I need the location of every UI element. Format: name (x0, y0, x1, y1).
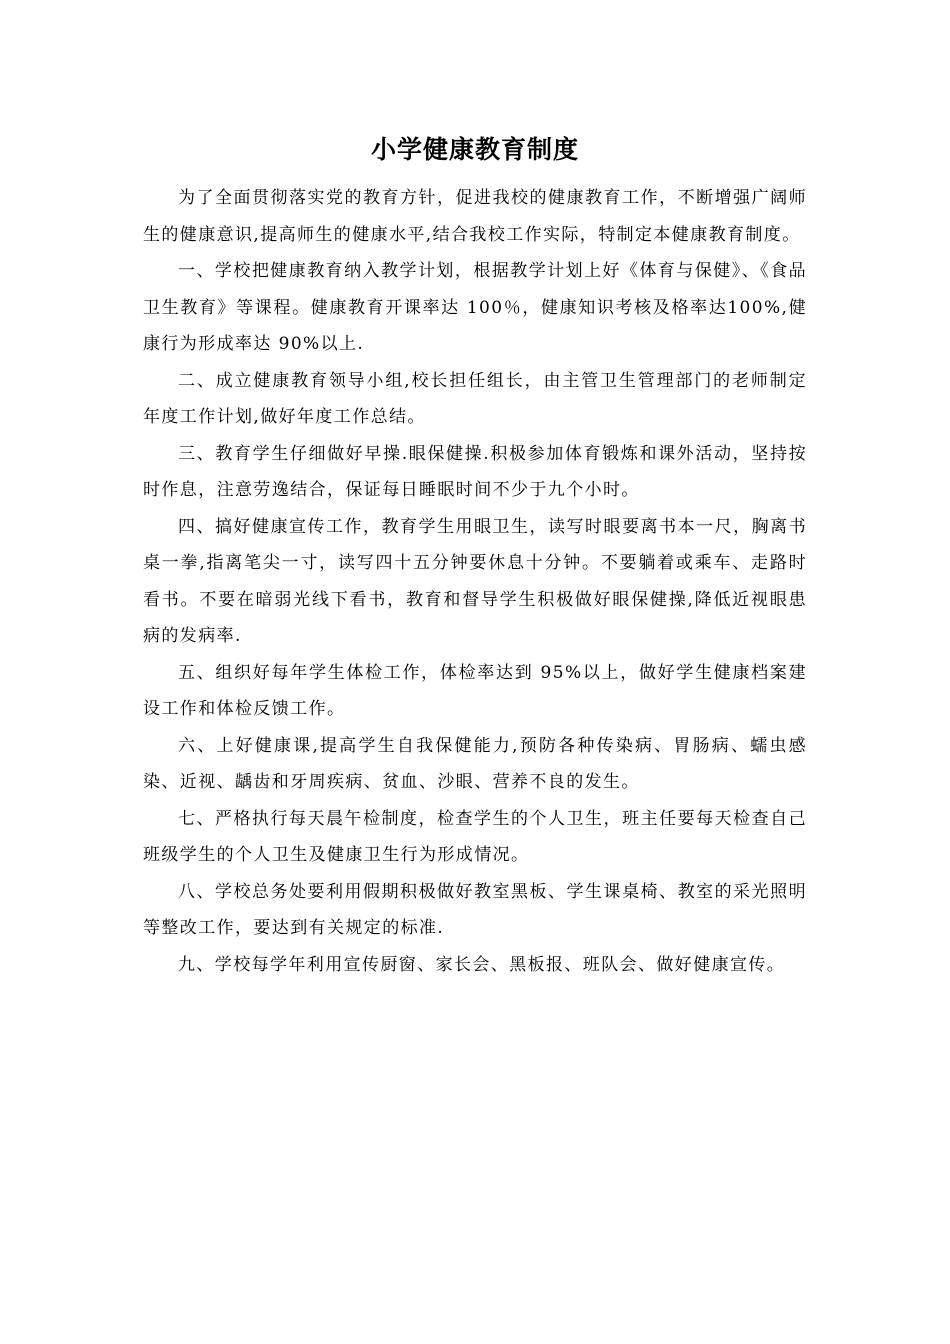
clause-8-paragraph: 八、学校总务处要利用假期积极做好教室黑板、学生课桌椅、教室的采光照明等整改工作，要达到有关规定的标准. (143, 881, 807, 938)
clause-3-paragraph: 三、教育学生仔细做好早操.眼保健操.积极参加体育锻炼和课外活动，坚持按时作息，注意劳逸结合，保证每日睡眠时间不少于九个小时。 (143, 443, 807, 500)
clause-6-paragraph: 六、上好健康课,提高学生自我保健能力,预防各种传染病、胃肠病、蠕虫感染、近视、龋齿和牙周疾病、贫血、沙眼、营养不良的发生。 (143, 735, 807, 792)
clause-9-paragraph: 九、学校每学年利用宣传厨窗、家长会、黑板报、班队会、做好健康宣传。 (178, 954, 786, 975)
clause-5-paragraph: 五、组织好每年学生体检工作，体检率达到 95%以上，做好学生健康档案建设工作和体检反馈工作。 (143, 662, 807, 719)
clause-2-paragraph: 二、成立健康教育领导小组,校长担任组长，由主管卫生管理部门的老师制定年度工作计划,做好年度工作总结。 (143, 370, 807, 427)
clause-1-paragraph: 一、学校把健康教育纳入教学计划，根据教学计划上好《体育与保健》、《食品卫生教育》等课程。健康教育开课率达 100％，健康知识考核及格率达100%,健康行为形成率达 90%以上. (143, 261, 807, 354)
clause-4-paragraph: 四、搞好健康宣传工作，教育学生用眼卫生，读写时眼要离书本一尺，胸离书桌一拳,指离笔尖一寸，读写四十五分钟要休息十分钟。不要躺着或乘车、走路时看书。不要在暗弱光线下看书，教育和督导学生积极做好眼保健操,降低近视眼患病的发病率. (143, 516, 807, 646)
document-body (143, 180, 807, 983)
clause-7-paragraph: 七、严格执行每天晨午检制度，检查学生的个人卫生，班主任要每天检查自己班级学生的个人卫生及健康卫生行为形成情况。 (143, 808, 807, 865)
document-title: 小学健康教育制度 (370, 135, 579, 164)
intro-paragraph: 为了全面贯彻落实党的教育方针，促进我校的健康教育工作，不断增强广阔师生的健康意识,提高师生的健康水平,结合我校工作实际，特制定本健康教育制度。 (143, 188, 807, 245)
